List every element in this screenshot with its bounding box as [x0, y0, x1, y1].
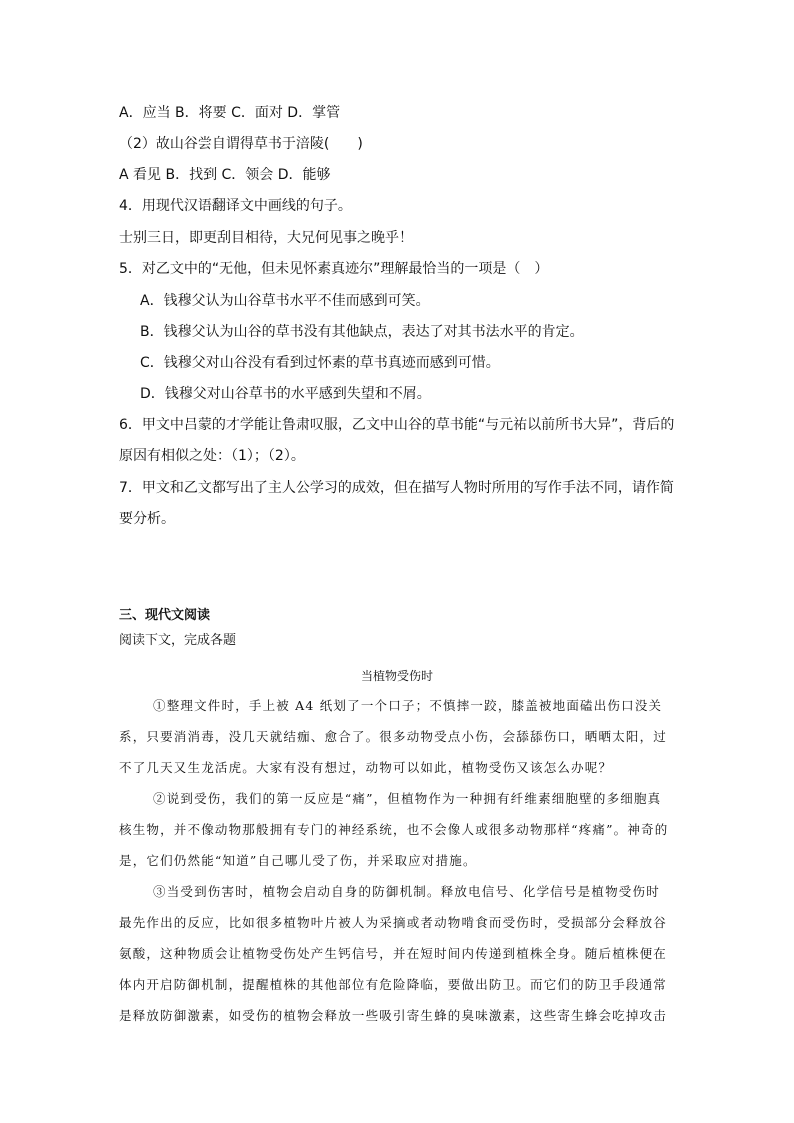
question-3-1-options: A．应当 B．将要 C．面对 D．掌管: [119, 105, 341, 121]
question-5-option-b: B．钱穆父认为山谷的草书没有其他缺点，表达了对其书法水平的肯定。: [140, 324, 584, 340]
question-5-option-c: C．钱穆父对山谷没有看到过怀素的草书真迹而感到可惜。: [140, 355, 500, 371]
paragraph-2-line-3: 是，它们仍然能“知道”自己哪儿受了伤，并采取应对措施。: [119, 853, 477, 868]
paragraph-3-line-5: 是释放防御激素，如受伤的植物会释放一些吸引寄生蜂的臭味激素，这些寄生蜂会吃掉攻击: [119, 1008, 668, 1023]
question-5-option-d: D．钱穆父对山谷草书的水平感到失望和不屑。: [140, 386, 431, 402]
question-6-line-1: 6．甲文中吕蒙的才学能让鲁肃叹服，乙文中山谷的草书能“与元祐以前所书大异”，背后的: [119, 417, 675, 433]
section-heading: 三、现代文阅读: [119, 608, 211, 623]
paragraph-3-line-2: 最先作出的反应，比如很多植物叶片被人为采摘或者动物啃食而受伤时，受损部分会释放谷: [119, 915, 668, 930]
question-3-2: （2）故山谷尝自谓得草书于涪陵( ): [119, 136, 363, 152]
question-7-line-1: 7．甲文和乙文都写出了主人公学习的成效，但在描写人物时所用的写作手法不同，请作简: [119, 480, 674, 496]
article-title: 当植物受伤时: [360, 669, 433, 683]
paragraph-1-line-3: 不了几天又生龙活虎。大家有没有想过，动物可以如此，植物受伤又该怎么办呢？: [119, 760, 613, 775]
paragraph-2-line-1: ②说到受伤，我们的第一反应是“痛”，但植物作为一种拥有纤维素细胞壁的多细胞真: [153, 791, 662, 806]
question-3-2-options: A 看见 B．找到 C．领会 D．能够: [119, 167, 331, 183]
paragraph-3-line-1: ③当受到伤害时，植物会启动自身的防御机制。释放电信号、化学信号是植物受伤时: [153, 884, 660, 899]
paragraph-3-line-4: 体内开启防御机制，提醒植株的其他部位有危险降临，要做出防卫。而它们的防卫手段通常: [119, 977, 668, 992]
section-instruction: 阅读下文，完成各题: [119, 633, 237, 648]
paragraph-2-line-2: 核生物，并不像动物那般拥有专门的神经系统，也不会像人或很多动物那样“疼痛”。神奇的: [119, 822, 669, 837]
paragraph-2: [119, 783, 675, 876]
question-6-line-2: 原因有相似之处：（1）；（2）。: [119, 448, 305, 464]
question-4-sentence: 士别三日，即更刮目相待，大兄何见事之晚乎！: [119, 230, 413, 246]
question-5: 5．对乙文中的“无他，但未见怀素真迹尔”理解最恰当的一项是（ ）: [119, 261, 549, 277]
question-4: 4．用现代汉语翻译文中画线的句子。: [119, 198, 352, 214]
paragraph-3: [119, 876, 675, 1031]
paragraph-3-line-3: 氨酸，这种物质会让植物受伤处产生钙信号，并在短时间内传递到植株全身。随后植株便在: [119, 946, 668, 961]
paragraph-1: [119, 690, 675, 783]
question-7-line-2: 要分析。: [119, 511, 175, 527]
question-5-option-a: A．钱穆父认为山谷草书水平不佳而感到可笑。: [140, 293, 430, 309]
paragraph-1-line-1: ①整理文件时，手上被 A4 纸划了一个口子；不慎摔一跤，膝盖被地面磕出伤口没关: [153, 698, 663, 713]
paragraph-1-line-2: 系，只要消消毒，没几天就结痂、愈合了。很多动物受点小伤，会舔舔伤口，晒晒太阳，过: [119, 729, 668, 744]
